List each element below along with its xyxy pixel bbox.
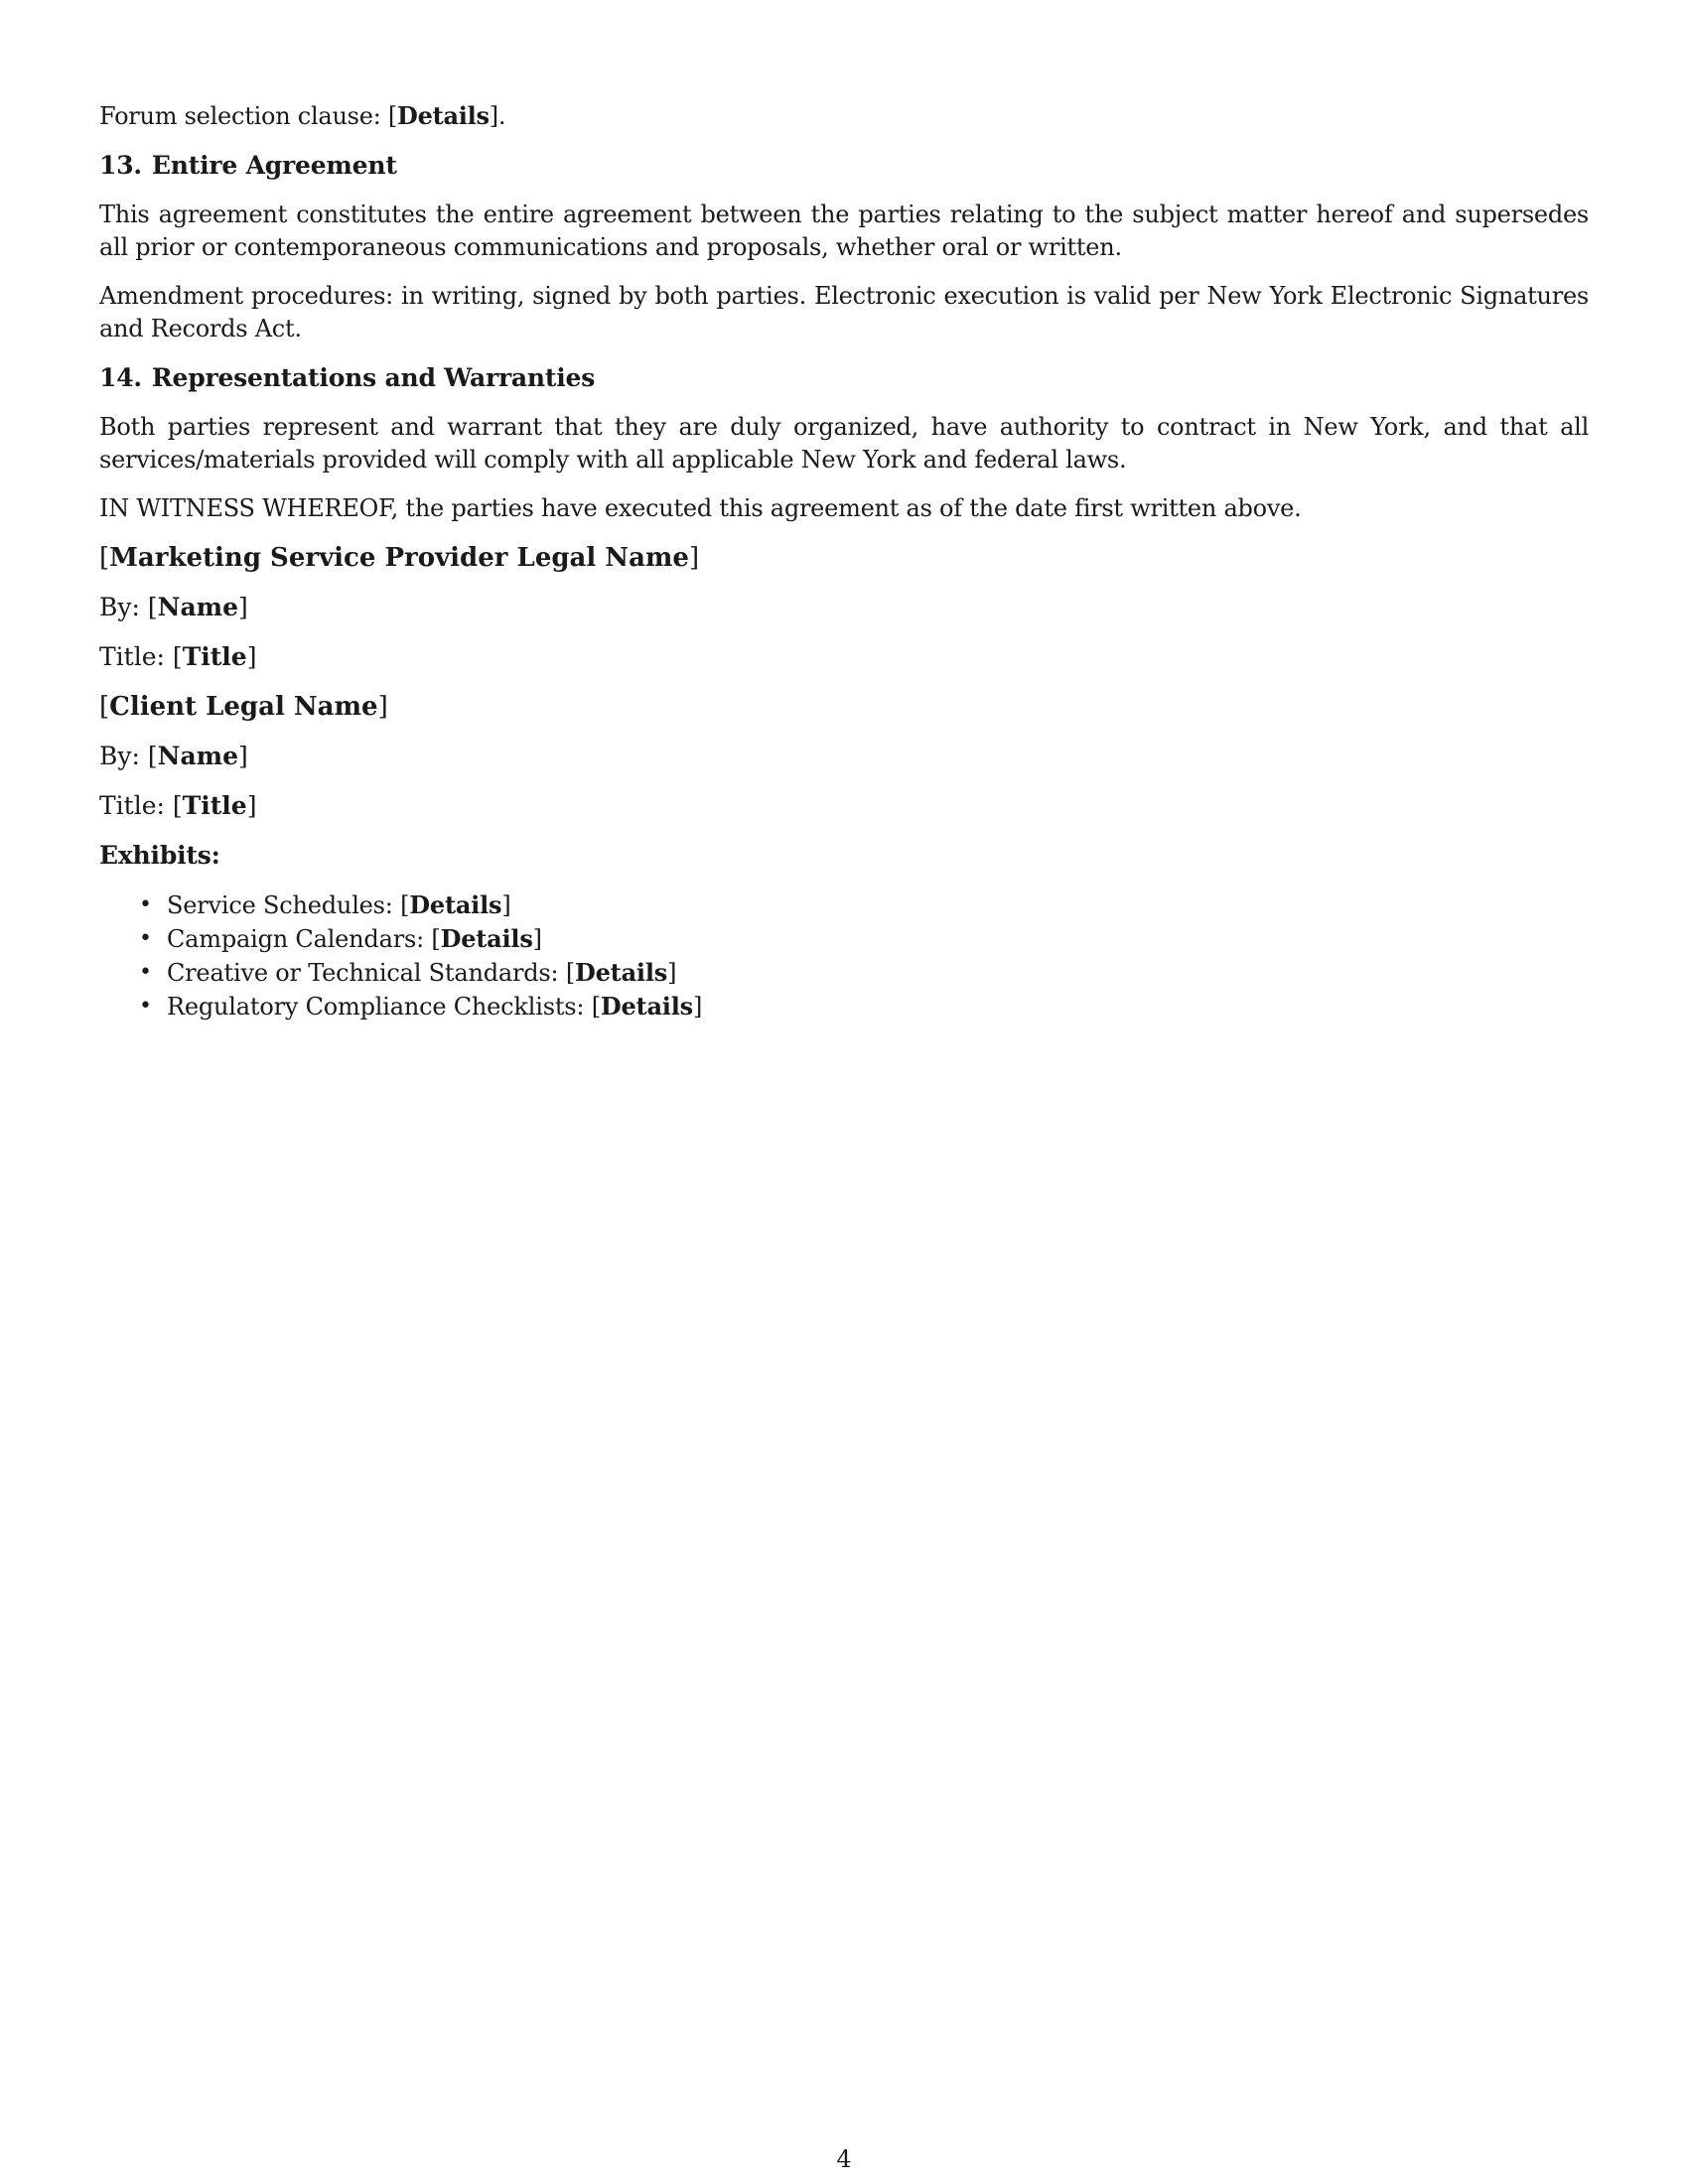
client-by-placeholder: Name — [157, 742, 239, 770]
title-label: Title: [ — [99, 791, 183, 820]
section-14-heading — [99, 361, 1589, 395]
bracket-close: ]. — [489, 102, 506, 130]
section-13-number: 13. — [99, 151, 142, 180]
section-14-number: 14. — [99, 363, 142, 392]
bracket-close: ] — [377, 692, 388, 722]
provider-name-placeholder: Marketing Service Provider Legal Name — [109, 543, 689, 573]
exhibit-placeholder: Details — [600, 992, 693, 1021]
exhibit-label: Creative or Technical Standards: [ — [167, 959, 575, 987]
section-13-heading — [99, 149, 1589, 183]
exhibit-label: Campaign Calendars: [ — [167, 925, 441, 953]
exhibits-heading: Exhibits: — [99, 841, 220, 870]
bracket-close: ] — [692, 993, 703, 1021]
exhibit-label: Service Schedules: [ — [167, 891, 410, 919]
provider-title-placeholder: Title — [182, 642, 247, 671]
section-13-title: Entire Agreement — [151, 151, 397, 180]
bracket-open: [ — [99, 543, 110, 573]
witness-statement: IN WITNESS WHEREOF, the parties have executed this agreement as of the date first written above. — [99, 494, 1302, 522]
exhibit-placeholder: Details — [440, 924, 533, 953]
provider-party-name — [99, 541, 1589, 575]
exhibit-placeholder: Details — [575, 958, 668, 987]
bracket-open: [ — [387, 102, 398, 130]
page-number: 4 — [836, 2145, 852, 2173]
bracket-close: ] — [501, 891, 511, 919]
list-item — [139, 990, 1589, 1024]
bracket-close: ] — [246, 642, 257, 671]
bracket-close: ] — [667, 959, 677, 987]
bracket-open: [ — [99, 692, 110, 722]
title-label: Title: [ — [99, 642, 183, 671]
client-name-placeholder: Client Legal Name — [109, 692, 378, 722]
bullet-icon: • — [139, 926, 152, 951]
bracket-close: ] — [688, 543, 700, 573]
bullet-icon: • — [139, 960, 152, 985]
section-14-title: Representations and Warranties — [151, 363, 596, 392]
client-title-placeholder: Title — [182, 791, 247, 820]
section-14-paragraph-1: Both parties represent and warrant that they are duly organized, have authority to contract in New York, and that all services/materials provided will comply with all applicable New York and federal laws. — [99, 413, 1589, 474]
forum-placeholder: Details — [397, 101, 490, 130]
list-item — [139, 888, 1589, 922]
forum-label: Forum selection clause: — [99, 102, 388, 130]
bullet-icon: • — [139, 892, 152, 917]
provider-by-placeholder: Name — [157, 593, 239, 621]
provider-by-line — [99, 591, 1589, 624]
client-title-line — [99, 789, 1589, 823]
exhibit-placeholder: Details — [409, 890, 502, 919]
client-by-line — [99, 740, 1589, 773]
list-item — [139, 922, 1589, 956]
exhibits-list — [99, 888, 1589, 1024]
by-label: By: [ — [99, 742, 158, 770]
provider-title-line — [99, 640, 1589, 674]
section-13-paragraph-2: Amendment procedures: in writing, signed by both parties. Electronic execution is valid per New York Electronic Signatures and Records Act. — [99, 282, 1589, 342]
bracket-close: ] — [238, 742, 248, 770]
bracket-close: ] — [238, 593, 248, 621]
bullet-icon: • — [139, 994, 152, 1019]
document-page — [99, 99, 1589, 1024]
section-13-paragraph-1: This agreement constitutes the entire agreement between the parties relating to the subject matter hereof and supersedes all prior or contemporaneous communications and proposals, whether oral or written. — [99, 201, 1589, 261]
exhibit-label: Regulatory Compliance Checklists: [ — [167, 993, 601, 1021]
bracket-close: ] — [532, 925, 542, 953]
forum-selection-line — [99, 99, 1589, 133]
client-party-name — [99, 690, 1589, 724]
list-item — [139, 956, 1589, 990]
bracket-close: ] — [246, 791, 257, 820]
by-label: By: [ — [99, 593, 158, 621]
